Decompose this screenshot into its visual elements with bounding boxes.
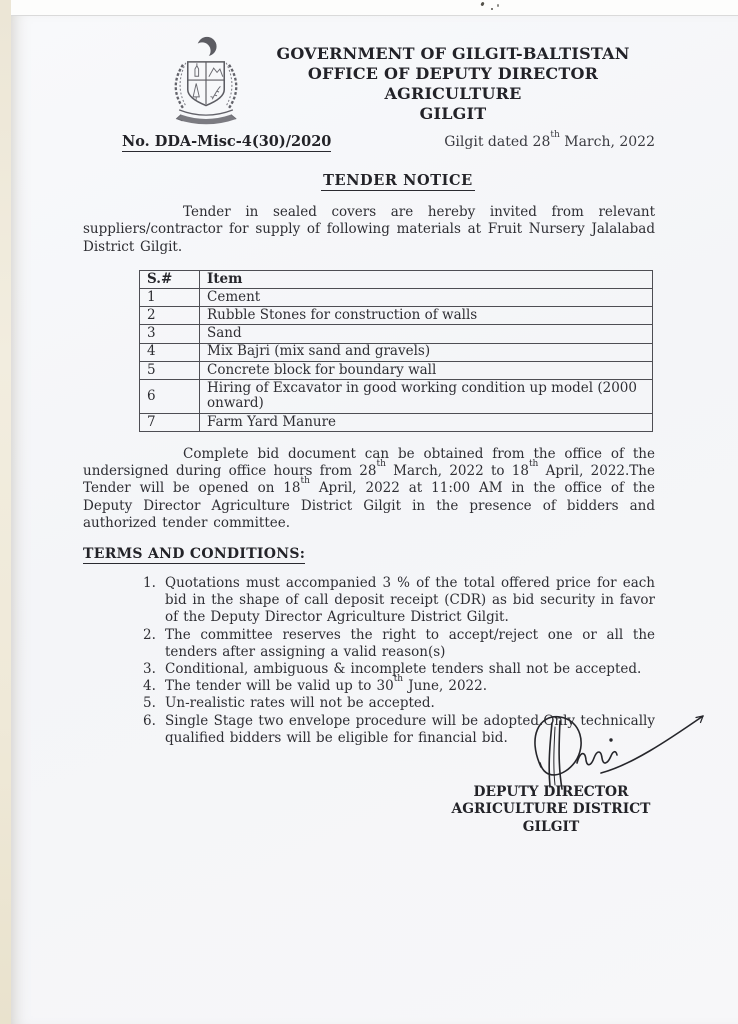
item-cell: Mix Bajri (mix sand and gravels)	[200, 343, 653, 361]
document-paper	[11, 15, 738, 1024]
table-row	[140, 325, 653, 343]
item-text: The tender will be valid up to 30th June, 2022.	[165, 674, 488, 695]
serial-cell: 4	[140, 343, 200, 361]
item-number: 4.	[143, 678, 156, 695]
item-cell: Concrete block for boundary wall	[200, 361, 653, 379]
serial-cell: 2	[140, 307, 200, 325]
handwritten-signature	[489, 707, 713, 800]
document-content	[11, 16, 738, 836]
scan-left-edge	[0, 0, 11, 1024]
table-row	[140, 307, 653, 325]
signatory-office: AGRICULTURE DISTRICT	[451, 801, 651, 818]
signatory-block	[451, 784, 651, 836]
terms-item-4	[143, 674, 655, 695]
notice-title: TENDER NOTICE	[323, 172, 473, 190]
item-number: 1.	[143, 574, 156, 591]
item-text: Conditional, ambiguous & incomplete tenders shall not be accepted.	[165, 660, 642, 677]
item-text: Single Stage two envelope procedure will be adopted.Only technically qualified bidders will be eligible for financial bid.	[165, 712, 655, 746]
item-number: 2.	[143, 626, 156, 643]
table-row	[140, 379, 653, 413]
serial-cell: 6	[140, 379, 200, 413]
intro-paragraph: Tender in sealed covers are hereby invited from relevant suppliers/contractor for supply of following materials at Fruit Nursery Jalalabad District Gilgit.	[83, 204, 655, 255]
terms-item-1	[143, 575, 655, 627]
col-header-serial: S.#	[140, 270, 200, 288]
scan-speckle	[480, 2, 485, 7]
item-cell: Hiring of Excavator in good working condition up model (2000 onward)	[200, 379, 653, 413]
items-table	[139, 270, 653, 432]
government-emblem-icon	[153, 34, 259, 135]
reference-row	[83, 129, 655, 152]
item-number: 6.	[143, 712, 156, 729]
serial-cell: 3	[140, 325, 200, 343]
letterhead	[83, 34, 655, 130]
letterhead-line1: GOVERNMENT OF GILGIT-BALTISTAN	[276, 44, 630, 63]
items-table-head	[140, 270, 653, 288]
item-number: 5.	[143, 695, 156, 712]
letterhead-line2: OFFICE OF DEPUTY DIRECTOR AGRICULTURE	[307, 64, 599, 103]
table-row	[140, 289, 653, 307]
letterhead-line3: GILGIT	[419, 104, 487, 123]
col-header-item: Item	[200, 270, 653, 288]
terms-heading: TERMS AND CONDITIONS:	[83, 545, 306, 562]
item-text: The committee reserves the right to accept/reject one or all the tenders after assigning a valid reason(s)	[165, 626, 655, 660]
item-number: 3.	[143, 660, 156, 677]
header-row	[140, 270, 653, 288]
item-text: Quotations must accompanied 3 % of the total offered price for each bid in the shape of call deposit receipt (CDR) as bid security in favor of the Deputy Director Agriculture District Gilgit.	[165, 574, 655, 626]
letterhead-titles	[251, 44, 655, 124]
serial-cell: 7	[140, 413, 200, 431]
scan-speckle	[497, 4, 499, 7]
dateline: Gilgit dated 28th March, 2022	[444, 129, 655, 150]
signatory-location: GILGIT	[522, 818, 580, 835]
notice-title-wrap	[83, 172, 655, 190]
table-row	[140, 413, 653, 431]
item-cell: Sand	[200, 325, 653, 343]
signatory-title: DEPUTY DIRECTOR	[473, 783, 629, 800]
item-cell: Farm Yard Manure	[200, 413, 653, 431]
item-cell: Rubble Stones for construction of walls	[200, 307, 653, 325]
item-cell: Cement	[200, 289, 653, 307]
table-row	[140, 343, 653, 361]
items-table-body	[140, 289, 653, 432]
terms-item-2	[143, 627, 655, 661]
bid-paragraph: Complete bid document can be obtained from the office of the undersigned during office hours from 28th March, 2022 to 18th April, 2022.The Tender will be opened on 18th April, 2022 at 11:00 AM in the office of the Deputy Director Agriculture District Gilgit in the presence of bidders and authorized tender committee.	[83, 445, 655, 531]
terms-heading-wrap	[83, 546, 655, 562]
serial-cell: 5	[140, 361, 200, 379]
table-row	[140, 361, 653, 379]
item-text: Un-realistic rates will not be accepted.	[165, 695, 435, 712]
serial-cell: 1	[140, 289, 200, 307]
reference-number: No. DDA-Misc-4(30)/2020	[122, 133, 331, 152]
scan-speckle	[491, 8, 493, 10]
